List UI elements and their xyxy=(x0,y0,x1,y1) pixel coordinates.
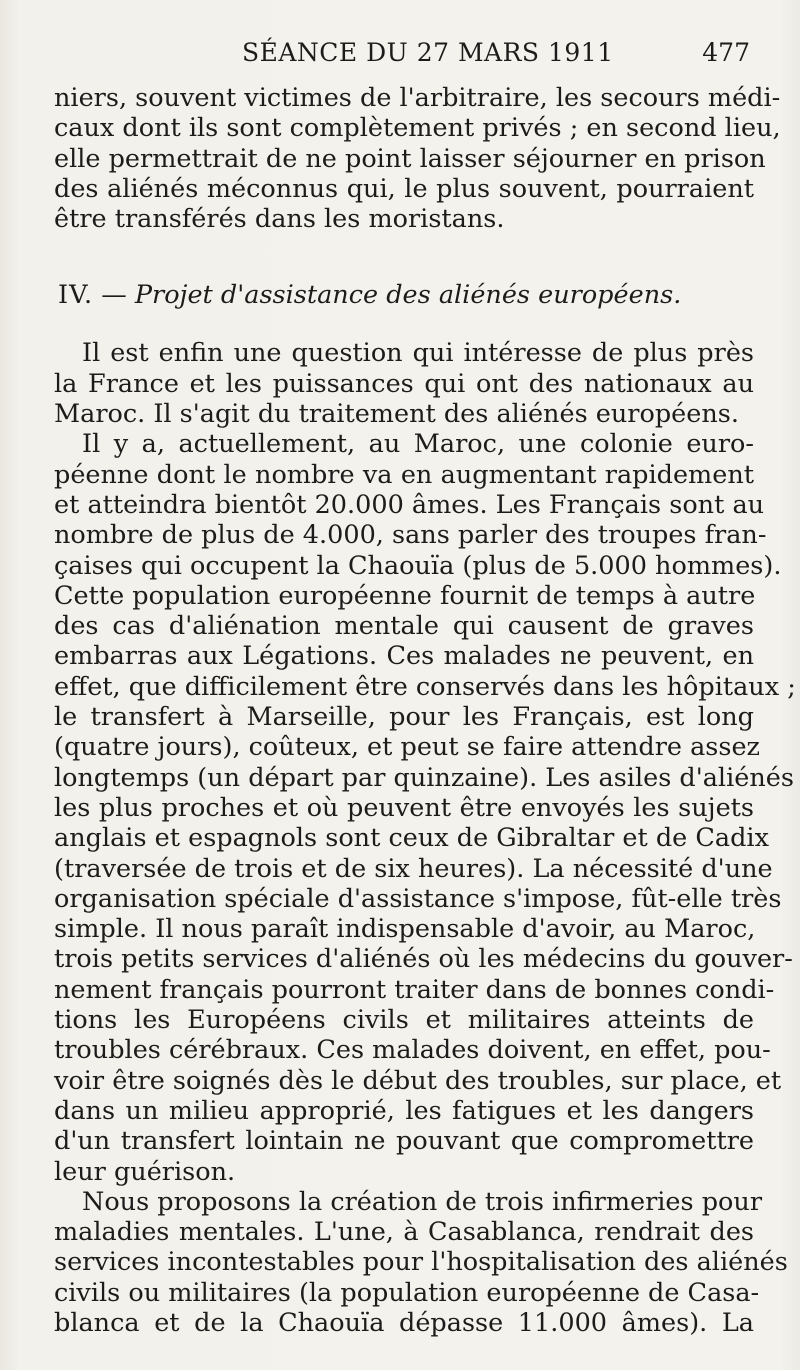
section-number: IV. xyxy=(58,280,94,311)
text-line: niers, souvent victimes de l'arbitraire, les secours médi- xyxy=(54,83,781,113)
text-line: nombre de plus de 4.000, sans parler des troupes fran- xyxy=(54,520,767,551)
section-dash: — xyxy=(101,280,127,311)
text-line: Il est enfin une question qui intéresse de plus près xyxy=(82,338,754,369)
paragraph-question xyxy=(54,338,754,429)
text-line: troubles cérébraux. Ces malades doivent, en effet, pou- xyxy=(54,1035,771,1066)
text-line: (traversée de trois et de six heures). La nécessité d'une xyxy=(54,853,773,884)
text-line: trois petits services d'aliénés où les médecins du gouver- xyxy=(54,944,793,975)
text-line: caux dont ils sont complètement privés ; en second lieu, xyxy=(54,113,781,144)
text-line: organisation spéciale d'assistance s'impose, fût-elle très xyxy=(54,883,782,914)
body-text xyxy=(54,83,796,1338)
text-line: voir être soignés dès le début des troubles, sur place, et xyxy=(54,1065,782,1096)
text-line: blanca et de la Chaouïa dépasse 11.000 âmes). La xyxy=(54,1307,754,1338)
text-line: et atteindra bientôt 20.000 âmes. Les Français sont au xyxy=(54,489,765,520)
text-line: simple. Il nous paraît indispensable d'avoir, au Maroc, xyxy=(54,914,756,945)
text-line: çaises qui occupent la Chaouïa (plus de 5.000 hommes). xyxy=(54,550,782,581)
paragraph-colony xyxy=(54,429,796,1187)
text-line: des cas d'aliénation mentale qui causent de graves xyxy=(54,611,754,642)
text-line: la France et les puissances qui ont des nationaux au xyxy=(54,368,754,399)
text-line: services incontestables pour l'hospitalisation des aliénés xyxy=(54,1247,788,1278)
text-line: elle permettrait de ne point laisser séjourner en prison xyxy=(54,143,766,174)
text-line: dans un milieu approprié, les fatigues et les dangers xyxy=(54,1095,754,1126)
paragraph-continuation xyxy=(54,83,781,235)
text-line: être transférés dans les moristans. xyxy=(54,204,505,235)
text-line: maladies mentales. L'une, à Casablanca, rendrait des xyxy=(54,1217,754,1248)
text-line: Cette population européenne fournit de temps à autre xyxy=(54,580,756,611)
section-title: Projet d'assistance des aliénés européens. xyxy=(134,280,682,311)
text-line: nement français pourront traiter dans de bonnes condi- xyxy=(54,974,775,1005)
text-line: (quatre jours), coûteux, et peut se faire attendre assez xyxy=(54,732,760,763)
text-line: tions les Européens civils et militaires atteints de xyxy=(54,1005,754,1036)
text-line: d'un transfert lointain ne pouvant que compromettre xyxy=(54,1126,754,1157)
paragraph-proposal xyxy=(54,1186,788,1338)
text-line: effet, que difficilement être conservés dans les hôpitaux ; xyxy=(54,671,796,702)
section-heading xyxy=(54,278,754,312)
text-line: Nous proposons la création de trois infirmeries pour xyxy=(82,1186,763,1217)
text-line: civils ou militaires (la population européenne de Casa- xyxy=(54,1277,760,1308)
text-line: Maroc. Il s'agit du traitement des aliénés européens. xyxy=(54,399,739,430)
text-line: anglais et espagnols sont ceux de Gibraltar et de Cadix xyxy=(54,823,769,854)
running-head: SÉANCE DU 27 MARS 1911 xyxy=(242,38,614,67)
text-line: les plus proches et où peuvent être envoyés les sujets xyxy=(54,792,754,823)
text-line: le transfert à Marseille, pour les Français, est long xyxy=(54,702,754,733)
page-header xyxy=(0,38,800,78)
text-line: péenne dont le nombre va en augmentant rapidement xyxy=(54,459,754,490)
page-number: 477 xyxy=(702,38,750,67)
text-line: leur guérison. xyxy=(54,1156,236,1187)
text-line: embarras aux Légations. Ces malades ne peuvent, en xyxy=(54,641,754,672)
text-line: des aliénés méconnus qui, le plus souvent, pourraient xyxy=(54,173,754,204)
text-line: longtemps (un départ par quinzaine). Les asiles d'aliénés xyxy=(54,762,794,793)
text-line: Il y a, actuellement, au Maroc, une colonie euro- xyxy=(82,429,754,460)
